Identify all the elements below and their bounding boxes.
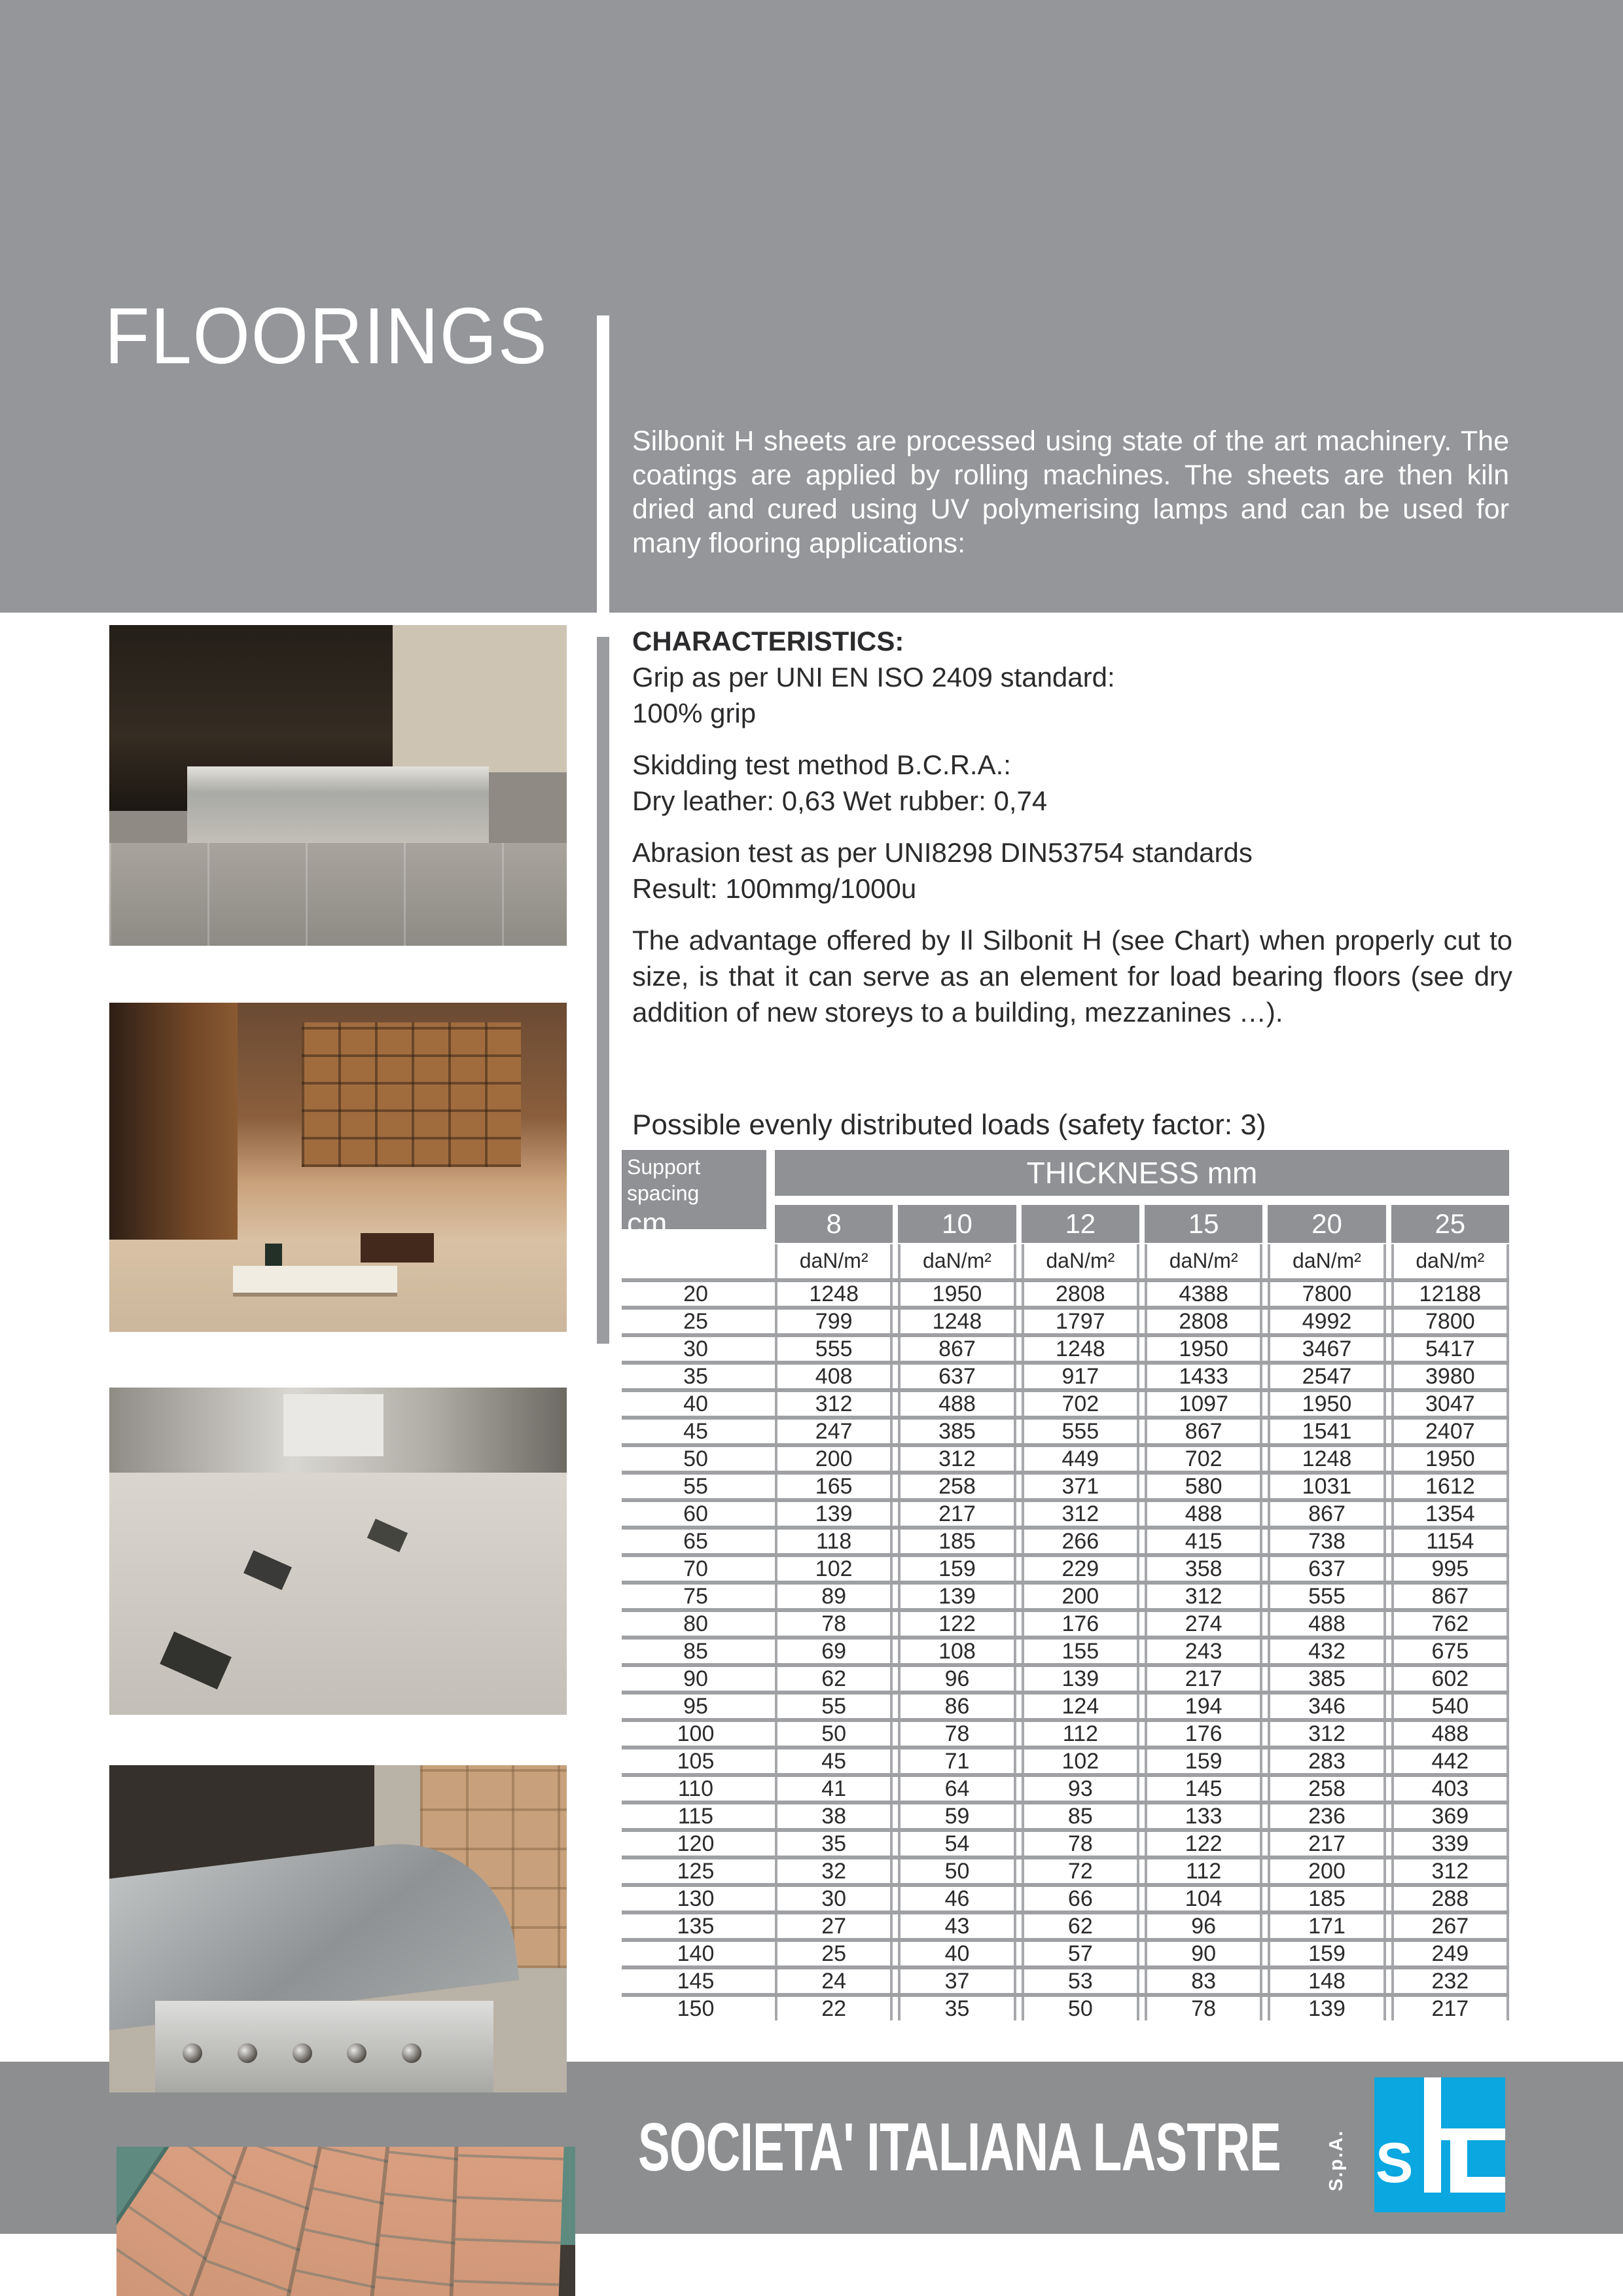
sil-logo-s-letter: S [1376, 2132, 1414, 2195]
load-value: 64 [898, 1777, 1016, 1801]
photo-shape [233, 1266, 398, 1292]
load-value: 867 [898, 1337, 1016, 1361]
load-value: 1950 [1391, 1447, 1509, 1471]
thickness-header-cell: 8 [775, 1205, 893, 1243]
load-value: 358 [1145, 1557, 1262, 1581]
load-value: 762 [1391, 1612, 1509, 1636]
support-spacing-value: 130 [677, 1886, 715, 1911]
support-spacing-value: 55 [683, 1474, 708, 1499]
table-row [622, 1443, 1509, 1471]
load-value: 408 [775, 1365, 893, 1388]
load-value: 35 [775, 1832, 893, 1856]
support-spacing-value: 75 [683, 1584, 708, 1609]
unit-labels-row [775, 1244, 1509, 1278]
table-row [622, 1553, 1509, 1581]
photo-shape [293, 2043, 312, 2063]
load-value: 22 [775, 1997, 893, 2020]
photo-shape [187, 766, 489, 844]
support-spacing-value: 30 [683, 1336, 708, 1361]
load-value: 1354 [1391, 1502, 1509, 1526]
photo-shape [183, 2043, 202, 2063]
load-value: 217 [1268, 1832, 1385, 1856]
load-value: 1097 [1145, 1392, 1262, 1416]
load-value: 112 [1022, 1722, 1139, 1746]
load-value: 4992 [1268, 1310, 1385, 1333]
support-spacing-value: 95 [683, 1694, 708, 1719]
load-value: 37 [898, 1969, 1016, 1993]
load-value: 217 [898, 1502, 1016, 1526]
load-value: 122 [1145, 1832, 1262, 1856]
support-spacing-value: 80 [683, 1611, 708, 1636]
thickness-header-cell: 15 [1145, 1205, 1262, 1243]
load-value: 71 [898, 1749, 1016, 1773]
load-value: 54 [898, 1832, 1016, 1856]
thickness-header-cell: 25 [1391, 1205, 1509, 1243]
load-value: 90 [1145, 1942, 1262, 1965]
photo-shape [265, 1244, 282, 1266]
load-value: 339 [1391, 1832, 1509, 1856]
load-value: 104 [1145, 1887, 1262, 1910]
load-value: 50 [1022, 1997, 1139, 2020]
load-value: 702 [1022, 1392, 1139, 1416]
load-value: 675 [1391, 1640, 1509, 1663]
table-row [622, 1663, 1509, 1691]
table-row [622, 1910, 1509, 1938]
load-value: 139 [898, 1585, 1016, 1608]
photo-shape [109, 1473, 567, 1715]
load-value: 488 [1145, 1502, 1262, 1526]
table-row [622, 1471, 1509, 1498]
load-value: 403 [1391, 1777, 1509, 1801]
load-value: 312 [1391, 1859, 1509, 1883]
load-value: 637 [898, 1365, 1016, 1388]
table-row [622, 1526, 1509, 1553]
support-spacing-value: 120 [677, 1831, 715, 1856]
load-value: 1612 [1391, 1475, 1509, 1498]
load-value: 1031 [1268, 1475, 1385, 1498]
table-row [622, 1306, 1509, 1333]
characteristics-section [632, 623, 1512, 1030]
load-value: 3047 [1391, 1392, 1509, 1416]
support-spacing-value: 115 [677, 1804, 714, 1829]
table-row [622, 1581, 1509, 1608]
company-name: SOCIETA' ITALIANA LASTRE [638, 2109, 1281, 2185]
load-value: 243 [1145, 1640, 1262, 1663]
load-value: 57 [1022, 1942, 1139, 1965]
load-value: 86 [898, 1695, 1016, 1718]
load-value: 555 [1022, 1420, 1139, 1443]
load-value: 176 [1022, 1612, 1139, 1636]
table-row [622, 1938, 1509, 1965]
load-value: 312 [775, 1392, 893, 1416]
load-value: 78 [1145, 1997, 1262, 2020]
vertical-divider-rule [597, 637, 609, 1344]
load-value: 555 [775, 1337, 893, 1361]
support-spacing-value: 35 [683, 1364, 708, 1389]
table-row [622, 1746, 1509, 1773]
table-row [622, 1801, 1509, 1828]
characteristics-heading: CHARACTERISTICS: [632, 626, 904, 656]
grip-standard-line: Grip as per UNI EN ISO 2409 standard: [632, 662, 1115, 692]
load-value: 41 [775, 1777, 893, 1801]
intro-paragraph: Silbonit H sheets are processed using state of the art machinery. The coatings are applied by rolling machines. The sheets are then kiln dried and cured using UV polymerising lamps and can be used for many flooring applications: [632, 425, 1509, 559]
load-value: 45 [775, 1749, 893, 1773]
table-row [622, 1278, 1509, 1306]
load-value: 540 [1391, 1695, 1509, 1718]
load-value: 7800 [1391, 1310, 1509, 1333]
photo-showroom-interior [109, 1003, 567, 1332]
support-spacing-value: 90 [683, 1666, 708, 1691]
unit-label: daN/m² [1268, 1244, 1385, 1278]
photo-worktop-hob [109, 1765, 567, 2092]
load-value: 200 [1268, 1859, 1385, 1883]
load-value: 40 [898, 1942, 1016, 1965]
photo-terracotta-tiles [116, 2147, 575, 2296]
table-row [622, 1498, 1509, 1526]
load-value: 102 [775, 1557, 893, 1581]
load-value: 32 [775, 1859, 893, 1883]
table-row [622, 1965, 1509, 1993]
support-spacing-value: 45 [683, 1419, 708, 1444]
load-value: 1248 [1022, 1337, 1139, 1361]
load-value: 442 [1391, 1749, 1509, 1773]
load-value: 27 [775, 1914, 893, 1938]
load-value: 867 [1145, 1420, 1262, 1443]
support-spacing-value: 65 [683, 1529, 708, 1554]
photo-shape [238, 2043, 257, 2063]
support-spacing-value: 20 [683, 1282, 708, 1306]
load-value: 78 [898, 1722, 1016, 1746]
load-value: 194 [1145, 1695, 1262, 1718]
load-value: 148 [1268, 1969, 1385, 1993]
load-value: 488 [1391, 1722, 1509, 1746]
support-spacing-value: 85 [683, 1639, 708, 1664]
load-value: 3980 [1391, 1365, 1509, 1388]
load-value: 917 [1022, 1365, 1139, 1388]
load-value: 1950 [1145, 1337, 1262, 1361]
load-value: 312 [1022, 1502, 1139, 1526]
load-value: 217 [1145, 1667, 1262, 1691]
table-row [622, 1718, 1509, 1746]
load-value: 59 [898, 1804, 1016, 1828]
load-value: 5417 [1391, 1337, 1509, 1361]
load-value: 69 [775, 1640, 893, 1663]
load-value: 799 [775, 1310, 893, 1333]
load-value: 2808 [1022, 1282, 1139, 1306]
load-value: 96 [898, 1667, 1016, 1691]
load-value: 312 [1145, 1585, 1262, 1608]
load-value: 50 [775, 1722, 893, 1746]
load-value: 30 [775, 1887, 893, 1910]
load-value: 25 [775, 1942, 893, 1965]
load-value: 185 [1268, 1887, 1385, 1910]
load-value: 200 [775, 1447, 893, 1471]
load-value: 283 [1268, 1749, 1385, 1773]
load-value: 72 [1022, 1859, 1139, 1883]
load-value: 258 [898, 1475, 1016, 1498]
photo-floor-hatches [109, 1388, 567, 1715]
load-value: 288 [1391, 1887, 1509, 1910]
load-value: 139 [1022, 1667, 1139, 1691]
load-value: 249 [1391, 1942, 1509, 1965]
unit-label: daN/m² [1022, 1244, 1139, 1278]
unit-label: daN/m² [898, 1244, 1016, 1278]
load-value: 1950 [1268, 1392, 1385, 1416]
load-value: 102 [1022, 1749, 1139, 1773]
company-suffix: S.p.A. [1326, 2129, 1347, 2192]
table-body [622, 1278, 1509, 2020]
table-row [622, 1856, 1509, 1883]
load-value: 159 [1145, 1749, 1262, 1773]
load-value: 171 [1268, 1914, 1385, 1938]
load-value: 602 [1391, 1667, 1509, 1691]
load-value: 35 [898, 1997, 1016, 2020]
load-value: 139 [775, 1502, 893, 1526]
support-spacing-value: 135 [677, 1914, 715, 1939]
sil-logo [1374, 2077, 1505, 2212]
support-spacing-label: Support spacing [627, 1155, 701, 1205]
thickness-header-cell: 12 [1022, 1205, 1139, 1243]
load-value: 1950 [898, 1282, 1016, 1306]
photo-shape [361, 1233, 434, 1263]
table-row [622, 1993, 1509, 2020]
load-value: 50 [898, 1859, 1016, 1883]
thickness-header-cell: 20 [1268, 1205, 1385, 1243]
load-value: 96 [1145, 1914, 1262, 1938]
load-value: 1797 [1022, 1310, 1139, 1333]
photo-shape [155, 2001, 493, 2092]
load-value: 312 [1268, 1722, 1385, 1746]
load-value: 232 [1391, 1969, 1509, 1993]
load-value: 12188 [1391, 1282, 1509, 1306]
table-row [622, 1828, 1509, 1856]
load-value: 995 [1391, 1557, 1509, 1581]
table-row [622, 1773, 1509, 1801]
load-value: 108 [898, 1640, 1016, 1663]
load-value: 580 [1145, 1475, 1262, 1498]
table-row [622, 1361, 1509, 1388]
load-value: 415 [1145, 1530, 1262, 1553]
load-value: 46 [898, 1887, 1016, 1910]
load-value: 1248 [775, 1282, 893, 1306]
table-row [622, 1883, 1509, 1910]
load-value: 449 [1022, 1447, 1139, 1471]
load-value: 85 [1022, 1804, 1139, 1828]
advantage-paragraph: The advantage offered by Il Silbonit H (see Chart) when properly cut to size, is that it can serve as an element for load bearing floors (see dry addition of new storeys to a building, mezzanines …). [632, 925, 1512, 1028]
table-row [622, 1388, 1509, 1416]
photo-shape [109, 843, 567, 946]
table-title: Possible evenly distributed loads (safety factor: 3) [632, 1109, 1266, 1141]
load-value: 53 [1022, 1969, 1139, 1993]
load-value: 118 [775, 1530, 893, 1553]
load-value: 145 [1145, 1777, 1262, 1801]
photo-kitchen-island [109, 625, 567, 946]
load-value: 159 [1268, 1942, 1385, 1965]
support-spacing-value: 100 [677, 1721, 715, 1746]
load-value: 165 [775, 1475, 893, 1498]
load-value: 139 [1268, 1997, 1385, 2020]
load-value: 133 [1145, 1804, 1262, 1828]
load-value: 124 [1022, 1695, 1139, 1718]
load-value: 78 [775, 1612, 893, 1636]
load-value: 369 [1391, 1804, 1509, 1828]
load-value: 867 [1391, 1585, 1509, 1608]
load-value: 38 [775, 1804, 893, 1828]
sil-logo-i-stem [1424, 2077, 1441, 2193]
load-value: 122 [898, 1612, 1016, 1636]
load-value: 488 [898, 1392, 1016, 1416]
support-spacing-value: 40 [683, 1391, 708, 1416]
load-value: 2407 [1391, 1420, 1509, 1443]
sil-logo-top-bar [1441, 2128, 1505, 2140]
load-value: 274 [1145, 1612, 1262, 1636]
load-value: 159 [898, 1557, 1016, 1581]
load-value: 155 [1022, 1640, 1139, 1663]
page-title: FLOORINGS [105, 291, 548, 380]
support-spacing-value: 125 [677, 1859, 715, 1884]
load-value: 1154 [1391, 1530, 1509, 1553]
load-value: 66 [1022, 1887, 1139, 1910]
photo-shape [109, 1003, 238, 1240]
load-value: 176 [1145, 1722, 1262, 1746]
load-value: 236 [1268, 1804, 1385, 1828]
unit-label: daN/m² [1391, 1244, 1509, 1278]
load-value: 93 [1022, 1777, 1139, 1801]
table-row [622, 1333, 1509, 1361]
support-spacing-value: 150 [677, 1996, 715, 2021]
load-value: 2547 [1268, 1365, 1385, 1388]
load-value: 702 [1145, 1447, 1262, 1471]
table-row [622, 1636, 1509, 1663]
load-value: 185 [898, 1530, 1016, 1553]
photo-shape [393, 625, 567, 772]
title-accent-bar [597, 315, 609, 613]
load-value: 62 [1022, 1914, 1139, 1938]
load-value: 83 [1145, 1969, 1262, 1993]
grip-result-line: 100% grip [632, 698, 757, 728]
loads-table [622, 1150, 1509, 2023]
load-value: 89 [775, 1585, 893, 1608]
sil-logo-l-foot [1450, 2177, 1505, 2193]
table-row [622, 1691, 1509, 1718]
load-value: 43 [898, 1914, 1016, 1938]
load-value: 267 [1391, 1914, 1509, 1938]
skid-method-line: Skidding test method B.C.R.A.: [632, 749, 1011, 780]
load-value: 200 [1022, 1585, 1139, 1608]
unit-label: daN/m² [775, 1244, 893, 1278]
load-value: 266 [1022, 1530, 1139, 1553]
load-value: 24 [775, 1969, 893, 1993]
table-row [622, 1608, 1509, 1636]
load-value: 1541 [1268, 1420, 1385, 1443]
load-value: 258 [1268, 1777, 1385, 1801]
load-value: 1433 [1145, 1365, 1262, 1388]
load-value: 867 [1268, 1502, 1385, 1526]
support-spacing-value: 60 [683, 1501, 708, 1526]
table-row [622, 1416, 1509, 1443]
skid-result-line: Dry leather: 0,63 Wet rubber: 0,74 [632, 785, 1048, 816]
load-value: 637 [1268, 1557, 1385, 1581]
support-spacing-value: 145 [677, 1969, 715, 1994]
load-value: 247 [775, 1420, 893, 1443]
support-spacing-unit: cm [627, 1206, 668, 1240]
load-value: 1248 [898, 1310, 1016, 1333]
load-value: 432 [1268, 1640, 1385, 1663]
support-spacing-value: 105 [677, 1749, 715, 1774]
load-value: 55 [775, 1695, 893, 1718]
load-value: 1248 [1268, 1447, 1385, 1471]
photo-shape [283, 1394, 384, 1456]
load-value: 488 [1268, 1612, 1385, 1636]
load-value: 229 [1022, 1557, 1139, 1581]
load-value: 4388 [1145, 1282, 1262, 1306]
photo-shape [452, 2147, 565, 2296]
load-value: 555 [1268, 1585, 1385, 1608]
load-value: 3467 [1268, 1337, 1385, 1361]
thickness-columns-row [775, 1205, 1509, 1243]
support-spacing-value: 140 [677, 1941, 715, 1966]
load-value: 7800 [1268, 1282, 1385, 1306]
support-spacing-value: 110 [677, 1776, 714, 1801]
support-spacing-header [622, 1150, 766, 1240]
load-value: 312 [898, 1447, 1016, 1471]
load-value: 371 [1022, 1475, 1139, 1498]
load-value: 2808 [1145, 1310, 1262, 1333]
load-value: 346 [1268, 1695, 1385, 1718]
load-value: 385 [898, 1420, 1016, 1443]
support-spacing-value: 50 [683, 1446, 708, 1471]
abrasion-standard-line: Abrasion test as per UNI8298 DIN53754 standards [632, 837, 1253, 868]
load-value: 78 [1022, 1832, 1139, 1856]
abrasion-result-line: Result: 100mmg/1000u [632, 873, 917, 904]
load-value: 217 [1391, 1997, 1509, 2020]
load-value: 112 [1145, 1859, 1262, 1883]
photo-shape [302, 1022, 522, 1167]
thickness-group-header: THICKNESS mm [775, 1150, 1509, 1196]
load-value: 738 [1268, 1530, 1385, 1553]
load-value: 385 [1268, 1667, 1385, 1691]
support-spacing-value: 70 [683, 1556, 708, 1581]
load-value: 62 [775, 1667, 893, 1691]
thickness-header-cell: 10 [898, 1205, 1016, 1243]
unit-label: daN/m² [1145, 1244, 1262, 1278]
support-spacing-value: 25 [683, 1309, 708, 1334]
